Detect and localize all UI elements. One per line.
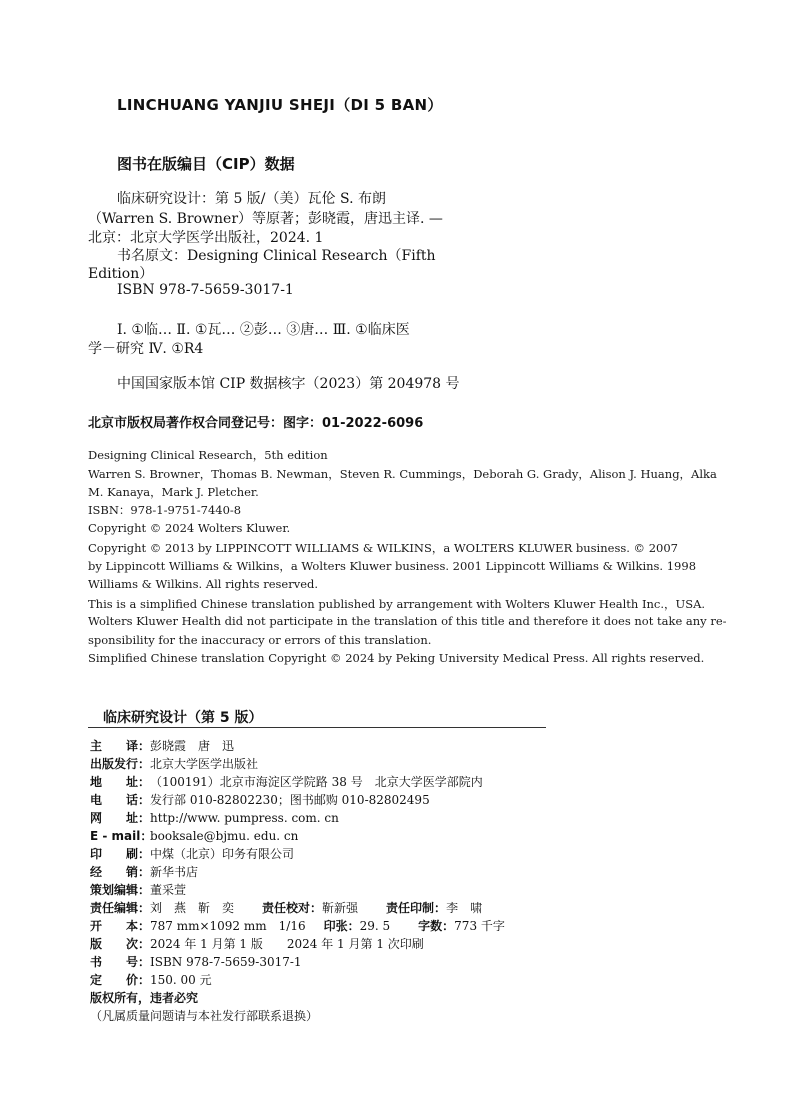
cip-line: 书名原文：Designing Clinical Research（Fifth — [117, 248, 436, 264]
info-value: 787 mm×1092 mm 1/16 — [150, 919, 306, 933]
cip-heading: 图书在版编目（CIP）数据 — [117, 155, 295, 173]
info-label: 责任校对： — [262, 901, 323, 915]
copyright-line: This is a simplified Chinese translation published by arrangement with Wolters Kluwer Health Inc.，USA. — [88, 597, 706, 611]
info-value: 刘 燕 靳 奕 — [150, 901, 235, 915]
info-value: 150. 00 元 — [150, 973, 212, 987]
cip-line: （Warren S. Browner）等原著；彭晓霞，唐迅主译. — — [88, 211, 443, 227]
info-label: 印 刷： — [90, 847, 151, 861]
pinyin-title: LINCHUANG YANJIU SHEJI（DI 5 BAN） — [117, 96, 443, 114]
info-value: booksale@bjmu. edu. cn — [150, 829, 299, 843]
info-value: 李 啸 — [446, 901, 483, 915]
return-note: （凡属质量问题请与本社发行部联系退换） — [90, 1009, 319, 1023]
copyright-line: Warren S. Browner，Thomas B. Newman，Steven R. Cummings，Deborah G. Grady，Alison J. Huang，Alka — [88, 467, 717, 481]
info-label: 出版发行： — [90, 757, 151, 771]
copyright-line: Wolters Kluwer Health did not participate in the translation of this title and therefore it does not take any re- — [88, 614, 727, 628]
info-row — [90, 737, 234, 754]
info-row — [90, 935, 424, 952]
info-label: 定 价： — [90, 973, 151, 987]
info-value: 新华书店 — [150, 865, 199, 879]
cip-line: Edition） — [88, 266, 154, 282]
info-label: E - mail： — [90, 829, 153, 843]
info-value: ISBN 978-7-5659-3017-1 — [150, 955, 302, 969]
copyright-line: ISBN：978-1-9751-7440-8 — [88, 503, 242, 517]
copyright-line: Designing Clinical Research，5th edition — [88, 448, 328, 462]
info-value: 中煤（北京）印务有限公司 — [150, 847, 295, 861]
book-title: 临床研究设计（第 5 版） — [103, 710, 263, 726]
divider — [88, 727, 546, 728]
copyright-line: Simplified Chinese translation Copyright © 2024 by Peking University Medical Press. All rights reserved. — [88, 651, 705, 665]
info-value: （100191）北京市海淀区学院路 38 号 北京大学医学部院内 — [150, 775, 483, 789]
info-row — [90, 863, 198, 880]
info-row — [90, 827, 298, 844]
copyright-line: Copyright © 2013 by LIPPINCOTT WILLIAMS & WILKINS，a WOLTERS KLUWER business. © 2007 — [88, 541, 678, 555]
info-label: 电 话： — [90, 793, 151, 807]
info-label: 责任印制： — [386, 901, 447, 915]
copyright-registration: 北京市版权局著作权合同登记号：图字：01-2022-6096 — [88, 416, 424, 431]
info-row — [90, 791, 430, 808]
copyright-line: Copyright © 2024 Wolters Kluwer. — [88, 521, 291, 535]
cip-classification: Ⅰ. ①临… Ⅱ. ①瓦… ②彭… ③唐… Ⅲ. ①临床医 — [117, 322, 410, 338]
info-row — [90, 881, 186, 898]
info-row — [90, 953, 302, 970]
info-value: 发行部 010-82802230；图书邮购 010-82802495 — [150, 793, 430, 807]
cip-classification: 学－研究 Ⅳ. ①R4 — [88, 341, 204, 357]
cip-line: 北京：北京大学医学出版社，2024. 1 — [88, 230, 324, 246]
info-row — [90, 809, 339, 826]
info-label: 开 本： — [90, 919, 151, 933]
copyright-line: sponsibility for the inaccuracy or errors of this translation. — [88, 633, 432, 647]
info-label: 责任编辑： — [90, 901, 151, 915]
info-value: 北京大学医学出版社 — [150, 757, 259, 771]
cip-number: 中国国家版本馆 CIP 数据核字（2023）第 204978 号 — [117, 376, 460, 392]
info-label: 字数： — [418, 919, 455, 933]
cip-line: 临床研究设计：第 5 版/（美）瓦伦 S. 布朗 — [117, 191, 386, 207]
info-row-format — [90, 917, 505, 934]
info-label: 主 译： — [90, 739, 151, 753]
info-label: 书 号： — [90, 955, 151, 969]
copyright-line: M. Kanaya，Mark J. Pletcher. — [88, 485, 259, 499]
info-value: 29. 5 — [359, 919, 391, 933]
info-row — [90, 755, 258, 772]
info-value: 773 千字 — [454, 919, 505, 933]
info-value: 2024 年 1 月第 1 版 2024 年 1 月第 1 次印刷 — [150, 937, 424, 951]
cip-isbn: ISBN 978-7-5659-3017-1 — [117, 282, 294, 298]
info-row — [90, 971, 212, 988]
info-row — [90, 773, 483, 790]
info-value: 彭晓霞 唐 迅 — [150, 739, 235, 753]
info-label: 印张： — [323, 919, 360, 933]
info-value: 靳新强 — [322, 901, 359, 915]
info-value: http://www. pumpress. com. cn — [150, 811, 339, 825]
copyright-line: Williams & Wilkins. All rights reserved. — [88, 577, 319, 591]
info-value: 董采萱 — [150, 883, 187, 897]
info-label: 地 址： — [90, 775, 151, 789]
info-row — [90, 845, 294, 862]
info-row-editors — [90, 899, 482, 916]
copyright-line: by Lippincott Williams & Wilkins，a Wolters Kluwer business. 2001 Lippincott Williams & Wilkins. 1998 — [88, 559, 697, 573]
info-label: 策划编辑： — [90, 883, 151, 897]
info-label: 网 址： — [90, 811, 151, 825]
rights-reserved: 版权所有，违者必究 — [90, 991, 199, 1005]
info-label: 版 次： — [90, 937, 151, 951]
info-label: 经 销： — [90, 865, 151, 879]
